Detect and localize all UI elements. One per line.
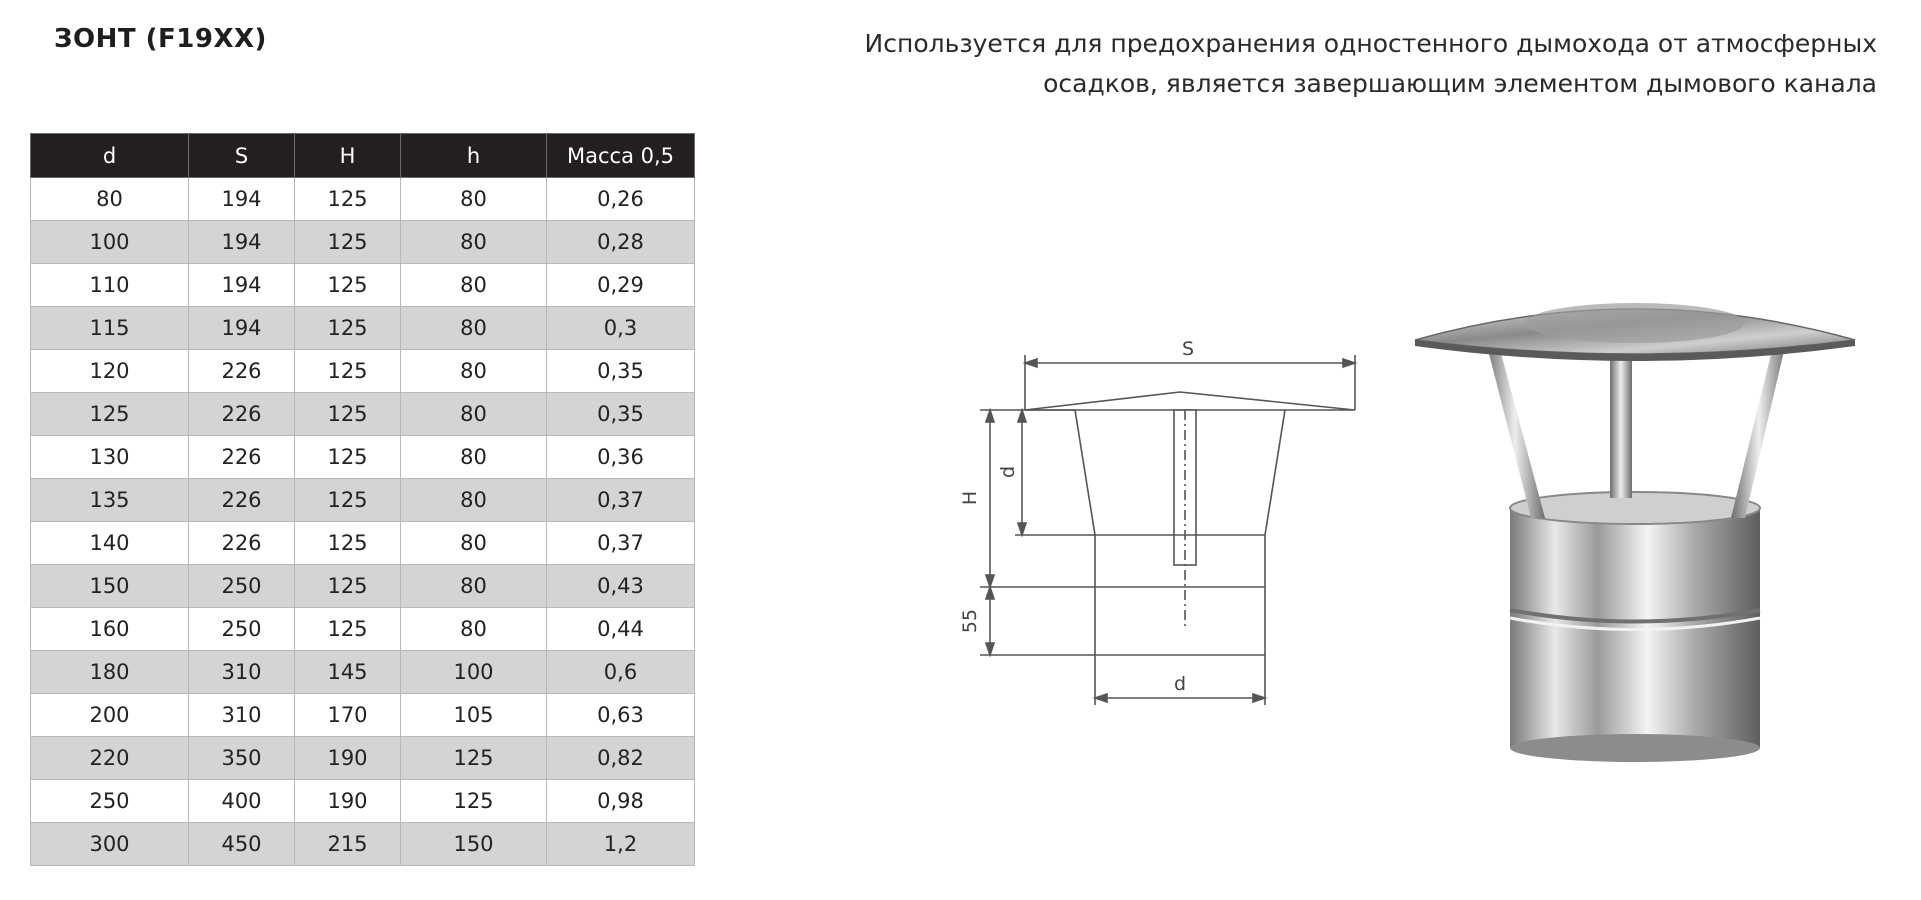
table-row [31, 522, 695, 565]
table-row [31, 264, 695, 307]
table-row [31, 780, 695, 823]
cell-s: 310 [189, 694, 295, 737]
cell-mass: 0,37 [547, 522, 695, 565]
label-s: S [1181, 338, 1195, 360]
header-d: d [31, 134, 189, 178]
cell-h-upper: 125 [295, 479, 401, 522]
table-row [31, 221, 695, 264]
label-h-lower: d [997, 465, 1019, 479]
cell-s: 350 [189, 737, 295, 780]
cell-h-upper: 125 [295, 350, 401, 393]
cap-dome [1525, 303, 1745, 343]
cell-mass: 0,35 [547, 350, 695, 393]
product-photo [1405, 288, 1865, 768]
cell-mass: 0,44 [547, 608, 695, 651]
cell-s: 194 [189, 264, 295, 307]
cell-s: 250 [189, 608, 295, 651]
d-arrow-left [1095, 694, 1107, 702]
cell-d: 160 [31, 608, 189, 651]
label-55: 55 [959, 608, 981, 634]
table-row [31, 608, 695, 651]
table-row [31, 436, 695, 479]
technical-drawing [930, 330, 1380, 710]
table-row [31, 393, 695, 436]
cell-h-lower: 125 [401, 780, 547, 823]
cell-s: 226 [189, 436, 295, 479]
cell-d: 135 [31, 479, 189, 522]
cell-h-lower: 105 [401, 694, 547, 737]
cone-left [1075, 410, 1095, 535]
table-body [31, 178, 695, 866]
cell-mass: 0,6 [547, 651, 695, 694]
cell-d: 120 [31, 350, 189, 393]
cell-mass: 0,28 [547, 221, 695, 264]
table-row [31, 651, 695, 694]
cell-h-lower: 80 [401, 178, 547, 221]
cell-s: 310 [189, 651, 295, 694]
dim-55-arrow-bottom [986, 643, 994, 655]
cell-mass: 0,3 [547, 307, 695, 350]
support-leg-center [1610, 343, 1632, 498]
header-h-lower: h [401, 134, 547, 178]
cell-h-upper: 190 [295, 737, 401, 780]
header-s: S [189, 134, 295, 178]
table-row [31, 565, 695, 608]
pipe-top-rim [1510, 492, 1760, 524]
cell-mass: 0,63 [547, 694, 695, 737]
cell-d: 140 [31, 522, 189, 565]
cell-mass: 1,2 [547, 823, 695, 866]
cell-h-upper: 125 [295, 436, 401, 479]
cell-h-lower: 80 [401, 565, 547, 608]
cell-h-upper: 215 [295, 823, 401, 866]
cell-s: 226 [189, 393, 295, 436]
cell-mass: 0,37 [547, 479, 695, 522]
s-arrow-left [1025, 359, 1037, 367]
table-row [31, 737, 695, 780]
cell-h-upper: 125 [295, 565, 401, 608]
cell-h-lower: 125 [401, 737, 547, 780]
cell-h-lower: 80 [401, 264, 547, 307]
cell-s: 194 [189, 307, 295, 350]
cell-mass: 0,29 [547, 264, 695, 307]
label-d: d [1173, 673, 1187, 695]
dim-55-arrow-top [986, 587, 994, 599]
cell-d: 250 [31, 780, 189, 823]
cell-h-lower: 100 [401, 651, 547, 694]
cell-s: 226 [189, 522, 295, 565]
cell-d: 150 [31, 565, 189, 608]
cell-h-upper: 125 [295, 522, 401, 565]
description-line-1: Используется для предохранения одностенного дымохода от атмосферных [864, 29, 1877, 58]
cap-outline [1025, 392, 1355, 410]
cell-h-upper: 170 [295, 694, 401, 737]
support-leg-left [1485, 338, 1545, 518]
cell-d: 180 [31, 651, 189, 694]
cell-d: 220 [31, 737, 189, 780]
spec-table [30, 133, 695, 866]
cell-mass: 0,36 [547, 436, 695, 479]
header-h-upper: H [295, 134, 401, 178]
cell-h-upper: 125 [295, 307, 401, 350]
label-h-upper: H [959, 490, 981, 506]
cell-s: 250 [189, 565, 295, 608]
inner-h-arrow-bottom [1018, 523, 1026, 535]
cell-h-upper: 145 [295, 651, 401, 694]
cell-s: 400 [189, 780, 295, 823]
cell-h-upper: 125 [295, 393, 401, 436]
cell-mass: 0,35 [547, 393, 695, 436]
inner-h-arrow-top [1018, 410, 1026, 422]
cone-right [1265, 410, 1285, 535]
cell-h-lower: 80 [401, 608, 547, 651]
cell-d: 100 [31, 221, 189, 264]
cell-h-lower: 150 [401, 823, 547, 866]
cell-mass: 0,26 [547, 178, 695, 221]
cell-d: 125 [31, 393, 189, 436]
cell-h-lower: 80 [401, 522, 547, 565]
page-title: ЗОНТ (F19XX) [54, 24, 267, 54]
table-row [31, 479, 695, 522]
support-leg-right [1731, 338, 1787, 518]
cell-d: 80 [31, 178, 189, 221]
cell-h-upper: 125 [295, 264, 401, 307]
cell-mass: 0,43 [547, 565, 695, 608]
table-header-row [31, 134, 695, 178]
cell-mass: 0,98 [547, 780, 695, 823]
pipe-bottom-rim [1510, 734, 1760, 762]
cell-s: 226 [189, 350, 295, 393]
cell-s: 450 [189, 823, 295, 866]
cell-d: 115 [31, 307, 189, 350]
cell-d: 110 [31, 264, 189, 307]
cell-s: 194 [189, 221, 295, 264]
cell-s: 226 [189, 479, 295, 522]
cell-h-lower: 80 [401, 479, 547, 522]
cell-h-upper: 190 [295, 780, 401, 823]
cell-d: 200 [31, 694, 189, 737]
cell-h-upper: 125 [295, 178, 401, 221]
cell-h-lower: 80 [401, 436, 547, 479]
cell-h-lower: 80 [401, 221, 547, 264]
cell-h-lower: 80 [401, 350, 547, 393]
cell-h-upper: 125 [295, 608, 401, 651]
s-arrow-right [1343, 359, 1355, 367]
table-row [31, 823, 695, 866]
cell-h-lower: 80 [401, 393, 547, 436]
cell-d: 300 [31, 823, 189, 866]
table-row [31, 178, 695, 221]
table-row [31, 307, 695, 350]
product-description [677, 24, 1877, 104]
table-row [31, 694, 695, 737]
d-arrow-right [1253, 694, 1265, 702]
h-arrow-top [986, 410, 994, 422]
cell-h-lower: 80 [401, 307, 547, 350]
description-line-2: осадков, является завершающим элементом дымового канала [1043, 69, 1877, 98]
cell-s: 194 [189, 178, 295, 221]
cell-h-upper: 125 [295, 221, 401, 264]
cell-d: 130 [31, 436, 189, 479]
table-row [31, 350, 695, 393]
cell-mass: 0,82 [547, 737, 695, 780]
header-mass: Масса 0,5 [547, 134, 695, 178]
